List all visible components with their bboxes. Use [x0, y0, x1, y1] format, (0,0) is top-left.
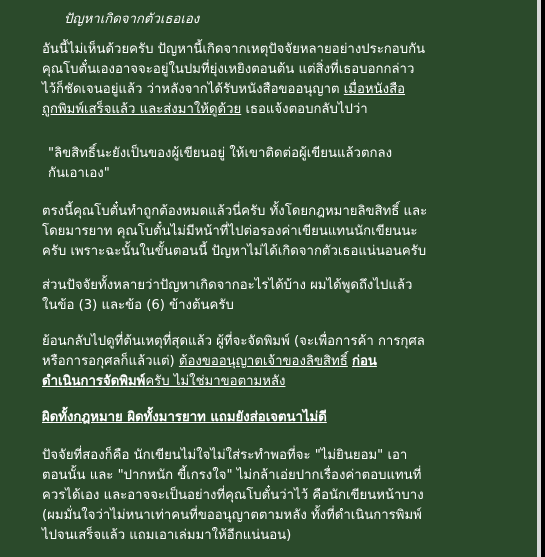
paragraph-5: [42, 446, 534, 546]
paragraph-3: [42, 276, 534, 316]
text-line: ควรได้เอง และอาจจะเป็นอย่างที่คุณโบตั๋นว่าไว้ คือนักเขียนหน้าบาง: [42, 488, 424, 503]
text-span: ไว้ก็ชัดเจนอยู่แล้ว ว่าหลังจากได้รับหนังสือขออนุญาต: [42, 82, 344, 97]
paragraph-4: [42, 332, 534, 392]
text-line: ในข้อ (3) และข้อ (6) ข้างต้นครับ: [42, 298, 234, 313]
text-line: อันนี้ไม่เห็นด้วยครับ ปัญหานี้เกิดจากเหตุปัจจัยหลายอย่างประกอบกัน: [42, 42, 426, 57]
paragraph-2: [42, 202, 534, 262]
post-subject: ปัญหาเกิดจากตัวเธอเอง: [64, 12, 200, 27]
text-line: (ผมมั่นใจว่าไม่หนาเท่าคนที่ขออนุญาตตามหลัง ทั้งที่ดำเนินการพิมพ์: [42, 508, 422, 523]
quote-paragraph: [42, 144, 540, 184]
bold-underlined-text: ดำเนินการจัดพิมพ์: [42, 374, 146, 389]
text-line: "ลิขสิทธิ์นะยังเป็นของผู้เขียนอยู่ ให้เขาติดต่อผู้เขียนแล้วตกลง: [48, 146, 393, 161]
text-line: [42, 80, 534, 100]
text-line: ไปจนเสร็จแล้ว แถมเอาเล่มมาให้อีกแน่นอน): [42, 528, 292, 543]
text-line: กันเอาเอง": [48, 166, 110, 181]
text-line: ส่วนปัจจัยทั้งหลายว่าปัญหาเกิดจากอะไรได้บ้าง ผมได้พูดถึงไปแล้ว: [42, 278, 413, 293]
text-line: ครับ เพราะฉะนั้นในขั้นตอนนี้ ปัญหาไม่ได้เกิดจากตัวเธอแน่นอนครับ: [42, 244, 427, 259]
text-line: ตรงนี้คุณโบตั๋นทำถูกต้องหมดแล้วนี่ครับ ทั้งโดยกฎหมายลิขสิทธิ์ และ: [42, 204, 428, 219]
text-line: โดยมารยาท คุณโบตั๋นไม่มีหน้าที่ไปต่อรองค่าเขียนแทนนักเขียนนะ: [42, 224, 418, 239]
text-line: ย้อนกลับไปดูที่ต้นเหตุที่สุดแล้ว ผู้ที่จะจัดพิมพ์ (จะเพื่อการค้า การกุศล: [42, 334, 425, 349]
bold-underlined-text: ก่อน: [352, 354, 377, 369]
text-line: คุณโบตั๋นเองอาจจะอยู่ในปมที่ยุ่งเหยิงตอนต้น แต่สิ่งที่เธอบอกกล่าว: [42, 62, 415, 77]
emphasis-heading: ผิดทั้งกฎหมาย ผิดทั้งมารยาท แถมยังส่อเจตนาไม่ดี: [42, 410, 327, 425]
text-line: [42, 352, 534, 372]
text-line: ตอนนั้น และ "ปากหนัก ขี้เกรงใจ" ไม่กล้าเอ่ยปากเรื่องค่าตอบแทนที่: [42, 468, 422, 483]
underlined-text: ถูกพิมพ์เสร็จแล้ว และส่งมาให้ดูด้วย: [42, 102, 242, 117]
underlined-text: เมื่อหนังสือ: [343, 82, 406, 97]
text-span: หรือการอกุศลก็แล้วแต่): [42, 354, 179, 369]
text-line: [42, 100, 534, 120]
paragraph-1: [42, 40, 534, 120]
underlined-text: ครับ ไม่ใช่มาขอตามหลัง: [145, 374, 286, 389]
text-line: [42, 372, 534, 392]
text-span: เธอแจ้งตอบกลับไปว่า: [241, 102, 368, 117]
underlined-text: ต้องขออนุญาตเจ้าของลิขสิทธิ์: [178, 354, 348, 369]
text-line: ปัจจัยที่สองก็คือ นักเขียนไม่ใจไม่ใส่ระทำพอที่จะ "ไม่ยินยอม" เอา: [42, 448, 408, 463]
